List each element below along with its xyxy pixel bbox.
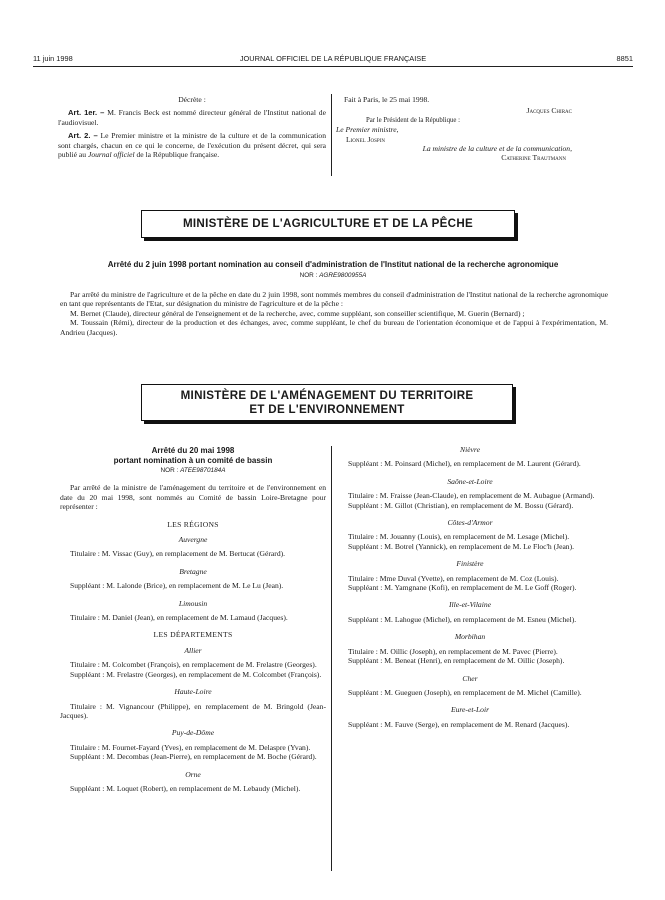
article-2-journal: Journal officiel <box>87 150 135 160</box>
right-departements-list <box>338 445 602 729</box>
ministry-agriculture-title: MINISTÈRE DE L'AGRICULTURE ET DE LA PÊCHE <box>182 217 474 230</box>
decree-top-column <box>58 95 326 159</box>
region-group-allier <box>60 646 326 679</box>
header-journal-title: JOURNAL OFFICIEL DE LA RÉPUBLIQUE FRANÇAISE <box>239 54 427 63</box>
region-name: Morbihan <box>454 632 486 642</box>
region-name: Finistère <box>456 559 484 569</box>
heading-les-departements: LES DÉPARTEMENTS <box>153 630 233 640</box>
arrete-bassin-title-line2: portant nomination à un comité de bassin <box>113 456 273 465</box>
signature-president: Jacques Chirac <box>526 106 572 116</box>
nomination-line: Suppléant : M. Lalonde (Brice), en remplacement de M. Le Lu (Jean). <box>70 581 284 591</box>
nomination-entry <box>338 532 602 551</box>
arrete-inra-p3: M. Toussain (Rémi), directeur de la production et des échanges, avec, comme suppléant, le chef du bureau de l'orientation économique et de l'appui à l'expérimentation, M. Andrieu (Jacques). <box>60 318 608 337</box>
arrete-inra-title: Arrêté du 2 juin 1998 portant nomination au conseil d'administration de l'Institut national de la recherche agronomique <box>107 260 559 269</box>
region-name: Ille-et-Vilaine <box>448 600 492 610</box>
signature-block <box>336 95 572 163</box>
article-1-label: Art. 1er. – <box>68 108 105 118</box>
nomination-line: Titulaire : M. Fournet-Fayard (Yves), en remplacement de M. Delaspre (Yvan). <box>70 742 311 752</box>
decree-decrete: Décrète : <box>178 95 206 104</box>
region-group-cher <box>338 674 602 698</box>
region-name: Orne <box>185 769 201 779</box>
arrete-inra-body <box>60 290 608 337</box>
article-1-text: M. Francis Beck est nommé directeur général de l'Institut national de l'audiovisuel. <box>58 108 326 127</box>
nomination-line: Suppléant : M. Frelastre (Georges), en remplacement de M. Colcombet (François). <box>70 669 322 679</box>
article-2-end: de la République française. <box>136 150 220 160</box>
nomination-entry <box>60 581 326 590</box>
arrete-inra-p2: M. Bernet (Claude), directeur général de l'enseignement et de la recherche, avec, comme suppléant, son conseiller scientifique, M. Guerin (Bernard) ; <box>70 308 525 318</box>
arrete-inra-nor-label: NOR : <box>299 272 318 279</box>
nomination-line: Titulaire : M. Vignancour (Philippe), en remplacement de M. Bringold (Jean-Jacques). <box>60 701 326 720</box>
nomination-entry <box>60 743 326 762</box>
nomination-line: Titulaire : M. Jouanny (Louis), en remplacement de M. Lesage (Michel). <box>348 532 570 542</box>
region-group-nievre <box>338 445 602 469</box>
arrete-inra-nor-value: AGRE9800955A <box>319 272 367 279</box>
nomination-entry <box>338 720 602 729</box>
arrete-bassin-nor-value: ATEE9870184A <box>180 467 226 474</box>
ministry-environnement-title-line2: ET DE L'ENVIRONNEMENT <box>249 403 405 416</box>
nomination-entry <box>60 660 326 679</box>
article-2-label: Art. 2. – <box>68 131 98 141</box>
region-name: Nièvre <box>460 445 480 454</box>
region-group-ille-et-vilaine <box>338 600 602 624</box>
nomination-entry <box>338 491 602 510</box>
decree-article-2 <box>58 131 326 159</box>
left-departements-list <box>60 646 326 793</box>
region-name: Puy-de-Dôme <box>171 728 215 738</box>
signature-minister-name: Catherine Trautmann <box>501 153 566 163</box>
nomination-line: Suppléant : M. Loquet (Robert), en remplacement de M. Lebaudy (Michel). <box>70 783 301 793</box>
nomination-entry <box>338 459 602 468</box>
region-name: Eure-et-Loir <box>450 705 490 715</box>
header-page-number: 8851 <box>616 54 633 63</box>
nomination-entry <box>338 688 602 697</box>
region-group-saone-et-loire <box>338 477 602 510</box>
signature-by-president: Par le Président de la République : <box>366 116 461 124</box>
arrete-bassin-title-line1: Arrêté du 20 mai 1998 <box>151 446 235 455</box>
region-group-limousin <box>60 599 326 623</box>
region-group-puy-de-dome <box>60 728 326 761</box>
nomination-line: Titulaire : M. Vissac (Guy), en remplacement de M. Bertucat (Gérard). <box>70 549 286 559</box>
top-column-divider <box>331 94 332 176</box>
running-header <box>33 54 633 66</box>
nomination-line: Titulaire : M. Oillic (Joseph), en remplacement de M. Pavec (Pierre). <box>348 646 558 656</box>
nomination-line: Suppléant : M. Lahogue (Michel), en remplacement de M. Esneu (Michel). <box>348 614 577 624</box>
nomination-entry <box>338 647 602 666</box>
nomination-line: Suppléant : M. Gueguen (Joseph), en remplacement de M. Michel (Camille). <box>348 687 582 697</box>
region-group-cotes-d-armor <box>338 518 602 551</box>
region-name: Haute-Loire <box>174 687 212 697</box>
nomination-line: Suppléant : M. Fauve (Serge), en remplacement de M. Renard (Jacques). <box>348 719 570 729</box>
arrete-inra-nor <box>33 271 633 280</box>
signature-place-date: Fait à Paris, le 25 mai 1998. <box>344 95 430 104</box>
arrete-bassin-intro: Par arrêté de la ministre de l'aménagement du territoire et de l'environnement en date du 20 mai 1998, sont nommés au Comité de bassin Loire-Bretagne pour représenter : <box>60 483 326 512</box>
nomination-line: Suppléant : M. Poinsard (Michel), en remplacement de M. Laurent (Gérard). <box>348 459 581 469</box>
region-group-morbihan <box>338 632 602 665</box>
header-date: 11 juin 1998 <box>33 54 73 63</box>
ministry-environnement-box <box>141 384 513 421</box>
arrete-bassin-nor-label: NOR : <box>160 467 179 474</box>
header-rule <box>33 66 633 67</box>
region-name: Allier <box>184 645 202 655</box>
arrete-bassin-left-column <box>60 446 326 793</box>
nomination-line: Titulaire : M. Fraisse (Jean-Claude), en remplacement de M. Aubague (Armand). <box>348 491 595 501</box>
nomination-line: Titulaire : Mme Duval (Yvette), en remplacement de M. Coz (Louis). <box>348 573 559 583</box>
signature-pm-title: Le Premier ministre, <box>336 125 399 135</box>
region-group-finistere <box>338 559 602 592</box>
nomination-line: Suppléant : M. Yamgnane (Kofi), en remplacement de M. Le Goff (Roger). <box>348 583 577 593</box>
arrete-bassin-title <box>60 446 326 466</box>
region-name: Côtes-d'Armor <box>447 518 493 528</box>
nomination-entry <box>60 613 326 622</box>
signature-minister-title: La ministre de la culture et de la communication, <box>422 144 572 154</box>
region-name: Cher <box>462 673 478 683</box>
region-name: Auvergne <box>178 535 208 545</box>
region-group-bretagne <box>60 567 326 591</box>
ministry-environnement-title-line1: MINISTÈRE DE L'AMÉNAGEMENT DU TERRITOIRE <box>180 389 474 402</box>
nomination-entry <box>60 702 326 721</box>
bottom-column-divider <box>331 446 332 871</box>
nomination-entry <box>60 549 326 558</box>
arrete-bassin-nor <box>60 466 326 475</box>
region-name: Bretagne <box>179 566 207 576</box>
region-group-haute-loire <box>60 687 326 720</box>
heading-les-regions: LES RÉGIONS <box>167 519 219 529</box>
ministry-agriculture-box <box>141 210 515 238</box>
arrete-bassin-right-column <box>338 443 602 729</box>
nomination-line: Titulaire : M. Daniel (Jean), en remplacement de M. Lamaud (Jacques). <box>70 613 288 623</box>
signature-pm-name: Lionel Jospin <box>346 134 385 144</box>
nomination-entry <box>338 615 602 624</box>
nomination-line: Suppléant : M. Gillot (Christian), en remplacement de M. Bossu (Gérard). <box>348 500 574 510</box>
nomination-line: Suppléant : M. Botrel (Yannick), en remplacement de M. Le Floc'h (Jean). <box>348 541 575 551</box>
decree-article-1 <box>58 108 326 127</box>
left-regions-list <box>60 535 326 622</box>
nomination-line: Suppléant : M. Beneat (Henri), en remplacement de M. Oillic (Joseph). <box>348 656 565 666</box>
nomination-line: Suppléant : M. Decombas (Jean-Pierre), en remplacement de M. Boche (Gérard). <box>70 752 317 762</box>
region-group-orne <box>60 770 326 794</box>
region-group-auvergne <box>60 535 326 559</box>
nomination-entry <box>60 784 326 793</box>
region-name: Saône-et-Loire <box>447 476 493 486</box>
arrete-inra-p1: Par arrêté du ministre de l'agriculture et de la pêche en date du 2 juin 1998, sont nommés membres du conseil d'administration de l'Institut national de la recherche agronomique en tant que représentants de l'Etat, sur désignation du ministre de l'agriculture et de la pêche : <box>60 290 608 309</box>
region-name: Limousin <box>178 598 208 608</box>
nomination-entry <box>338 574 602 593</box>
region-group-eure-et-loir <box>338 705 602 729</box>
nomination-line: Titulaire : M. Colcombet (François), en remplacement de M. Frelastre (Georges). <box>70 660 317 670</box>
article-2-text: Le Premier ministre et la ministre de la culture et de la communication sont chargés, chacun en ce qui le concerne, de l'exécution du présent décret, qui sera publié au <box>58 131 326 160</box>
